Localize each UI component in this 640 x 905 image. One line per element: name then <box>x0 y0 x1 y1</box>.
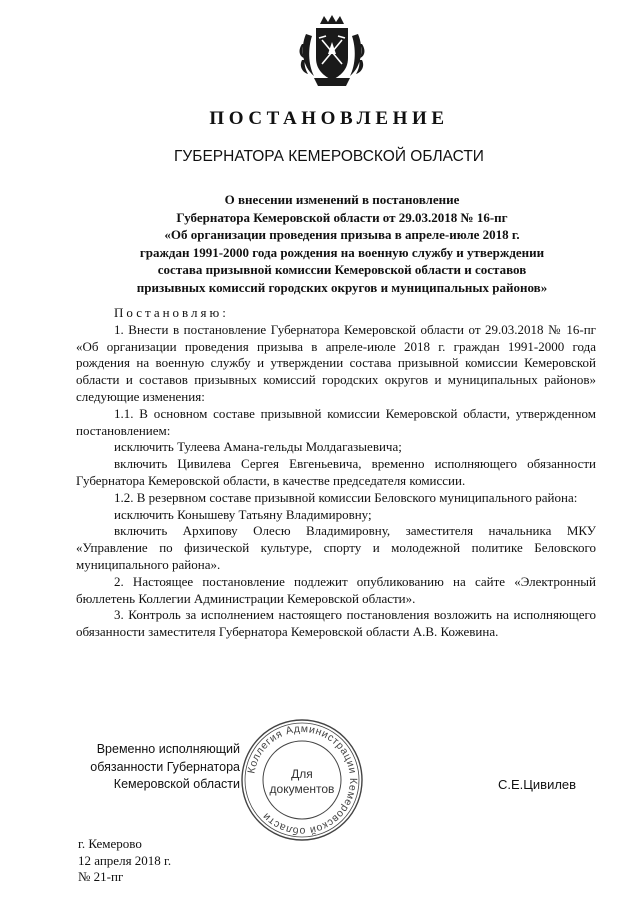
paragraph: 3. Контроль за исполнением настоящего постановления возложить на исполняющего обязанности заместителя Губернатора Кемеровской области А.В. Кожевина. <box>76 607 596 640</box>
document-heading <box>92 191 592 296</box>
signatory-position-line: Временно исполняющий <box>96 742 240 756</box>
paragraph: включить Цивилева Сергея Евгеньевича, временно исполняющего обязанности Губернатора Кемеровской области, в качестве председателя комиссии. <box>76 456 596 488</box>
footer-number: № 21-пг <box>78 869 124 884</box>
document-title: ПОСТАНОВЛЕНИЕ <box>209 108 449 129</box>
document-footer <box>78 836 171 886</box>
footer-date: 12 апреля 2018 г. <box>78 852 172 868</box>
paragraph: 1.1. В основном составе призывной комиссии Кемеровской области, утвержденном постановлением: <box>76 405 596 438</box>
signatory-name: С.Е.Цивилев <box>498 777 577 792</box>
decree-word: Постановляю: <box>114 305 229 320</box>
heading-line: Губернатора Кемеровской области от 29.03.2018 № 16-пг <box>176 209 508 225</box>
paragraph: включить Архипову Олесю Владимировну, заместителя начальника МКУ «Управление по физической культуре, спорту и молодежной политике Беловского муниципального района». <box>76 523 596 572</box>
heading-line: О внесении изменений в постановление <box>224 192 460 207</box>
heading-line: граждан 1991-2000 года рождения на военную службу и утверждении <box>139 244 545 260</box>
paragraph: 1. Внести в постановление Губернатора Кемеровской области от 29.03.2018 № 16-пг «Об организации проведения призыва в апреле-июле 2018 г. граждан 1991-2000 года рождения на военную службу и утверждении состава призывной комиссии Кемеровской области и составов призывных комиссий городских округов и муниципальных районов» следующие изменения: <box>76 321 596 404</box>
heading-line: призывных комиссий городских округов и муниципальных районов» <box>136 279 548 295</box>
stamp-ring-text: Коллегия Администрации Кемеровской области <box>245 722 360 838</box>
heading-line: состава призывной комиссии Кемеровской области и составов <box>157 262 527 277</box>
coat-of-arms-icon <box>296 14 368 92</box>
signatory-position <box>80 741 240 794</box>
official-stamp <box>240 718 364 842</box>
footer-city: г. Кемерово <box>78 836 142 851</box>
document-issuer: ГУБЕРНАТОРА КЕМЕРОВСКОЙ ОБЛАСТИ <box>174 148 484 165</box>
heading-line: «Об организации проведения призыва в апреле-июле 2018 г. <box>164 227 520 242</box>
stamp-center-line: Для <box>291 767 313 781</box>
signatory-position-line: обязанности Губернатора <box>90 759 240 774</box>
paragraph: исключить Конышеву Татьяну Владимировну; <box>114 506 372 522</box>
document-body <box>76 305 596 641</box>
signatory-position-line: Кемеровской области <box>113 777 240 791</box>
paragraph: исключить Тулеева Амана-гельды Молдагазыевича; <box>114 439 402 455</box>
stamp-center-line: документов <box>269 782 335 796</box>
paragraph: 1.2. В резервном составе призывной комиссии Беловского муниципального района: <box>114 489 578 505</box>
paragraph: 2. Настоящее постановление подлежит опубликованию на сайте «Электронный бюллетень Коллегии Администрации Кемеровской области». <box>76 573 596 606</box>
